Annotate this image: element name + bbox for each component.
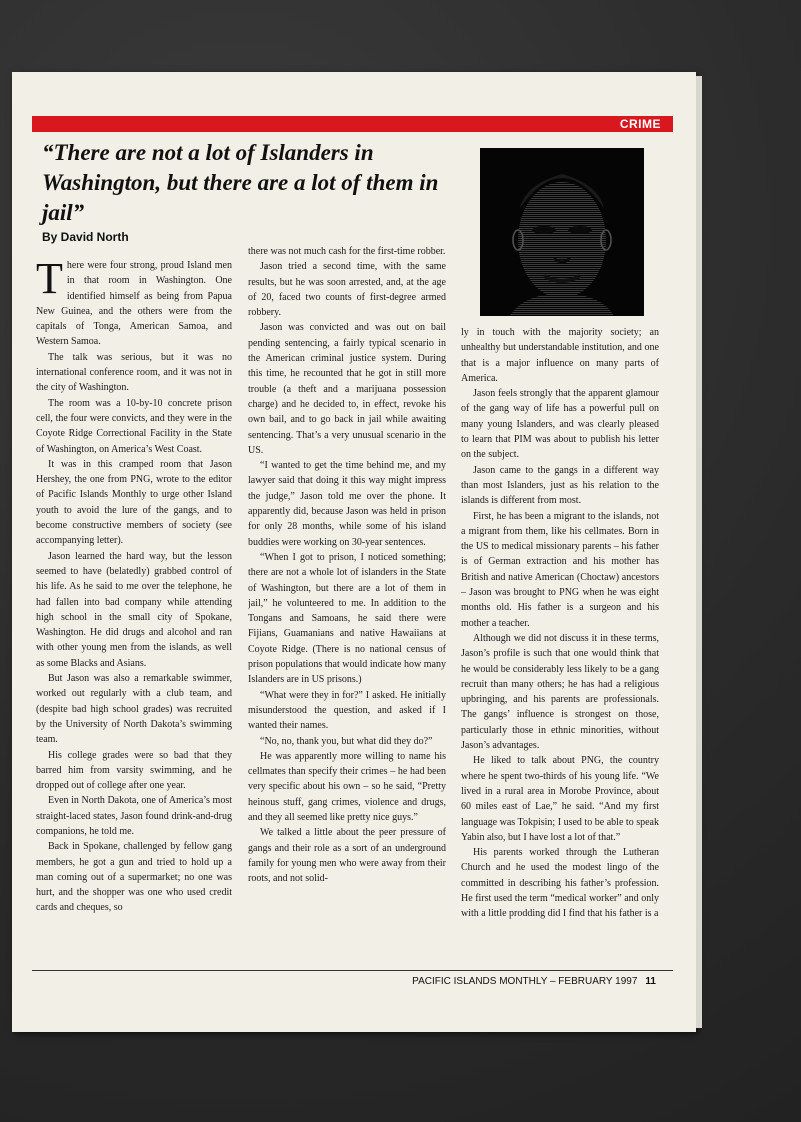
footer-rule: [32, 970, 673, 971]
paragraph: Jason feels strongly that the apparent glamour of the gang way of life has a powerful pull on many young Islanders, and was clearly pleased to learn that PIM was about to publish his letter on the subject.: [461, 388, 659, 461]
paragraph: The room was a 10-by-10 concrete prison cell, the four were convicts, and they were in the Coyote Ridge Correctional Facility in the State of Washington, on America’s West Coast.: [36, 397, 232, 455]
paragraph: Although we did not discuss it in these terms, Jason’s profile is such that one would think that he would be considerably less likely to be a gang recruit than many others; he has had a religious upbringing, and his parents are professionals. The gangs’ influence is strongest on those, particularly those in ethnic minorities, without Jason’s advantages.: [461, 632, 659, 752]
page-footer: [412, 976, 656, 987]
paragraph: “When I got to prison, I noticed something; there are not a whole lot of islanders in the State of Washington, but there are a lot of them in jail,” he volunteered to me. In addition to the Tongans and Samoans, he said there were Fijians, Guamanians and native Hawaiians at Coyote Ridge. (There is no national census of prison populations that would indicate how many Islanders are in US prisons.): [248, 551, 446, 686]
page-edge: [696, 76, 702, 1028]
section-label: CRIME: [619, 117, 661, 131]
paragraph: He was apparently more willing to name his cellmates than specify their crimes – he had been very specific about his own – so he said, “Pretty heinous stuff, gang crimes, violence and drugs, and they all seemed like pretty nice guys.”: [248, 750, 446, 823]
publication-line: PACIFIC ISLANDS MONTHLY – FEBRUARY 1997: [412, 976, 638, 987]
paragraph: Jason came to the gangs in a different way than most Islanders, just as his relation to the islands is different from most.: [461, 464, 659, 507]
article-column-1: [36, 258, 232, 970]
paragraph: His college grades were so bad that they barred him from varsity swimming, and he dropped out of college after one year.: [36, 749, 232, 792]
paragraph: Jason was convicted and was out on bail pending sentencing, a fairly typical scenario in the American criminal justice system. During this time, he recounted that he got in still more trouble (a theft and a marijuana possession charge) and he decided to, in effect, revoke his own bail, and to go back in jail while awaiting sentencing. That’s a very unusual scenario in the US.: [248, 322, 446, 456]
paragraph: It was in this cramped room that Jason Hershey, the one from PNG, wrote to the editor of Pacific Islands Monthly to urge other Island youth to avoid the lure of the gangs, and to become constructive members of society (see accompanying letter).: [36, 458, 232, 547]
portrait-illustration: [480, 148, 644, 316]
paragraph: Jason tried a second time, with the same results, but he was soon arrested, and, at the age of 20, faced two counts of first-degree armed robbery.: [248, 261, 446, 319]
paragraph: Even in North Dakota, one of America’s most straight-laced states, Jason found drink-and-drug companions, he told me.: [36, 795, 232, 837]
paragraph: “No, no, thank you, but what did they do?”: [260, 735, 433, 747]
article-column-2: [248, 244, 446, 970]
paragraph: Back in Spokane, challenged by fellow gang members, he got a gun and tried to hold up a man coming out of a supermarket; no one was hurt, and the shopper was one who used credit cards and cheques, so: [36, 841, 232, 914]
page-number: 11: [645, 976, 656, 987]
paragraph: Jason learned the hard way, but the lesson seemed to have (belatedly) grabbed control of his life. As he said to me over the telephone, he had fallen into bad company while attending high school in the small city of Spokane, Washington. He did drugs and alcohol and ran with other young men from the islands, as well as some Blacks and Asians.: [36, 550, 232, 669]
paragraph: The talk was serious, but it was no international conference room, and it was not in the city of Washington.: [36, 351, 232, 394]
magazine-page: [12, 72, 696, 1032]
paragraph: “I wanted to get the time behind me, and my lawyer said that doing it this way might impress the judge,” Jason told me over the phone. It apparently did, because Jason was held in prison for only 28 months, while some of his island buddies were working on 30-year sentences.: [248, 460, 446, 548]
paragraph: there was not much cash for the first-time robber.: [248, 246, 446, 257]
paragraph: “What were they in for?” I asked. He initially misunderstood the question, and asked if I wanted their names.: [248, 689, 446, 732]
paragraph: He liked to talk about PNG, the country where he spent two-thirds of his young life. “We lived in a rural area in Morobe Province, about 60 miles east of Lae,” he said. “And my first language was Tokpisin; I used to be able to speak Yabin also, but I have lost a lot of that.”: [461, 755, 659, 843]
paragraph: But Jason was also a remarkable swimmer, worked out regularly with a club team, and (despite bad high school grades) was recruited by the University of North Dakota’s swimming team.: [36, 673, 232, 746]
section-bar: [32, 116, 673, 132]
article-headline: “There are not a lot of Islanders in Washington, but there are a lot of them in jail”: [42, 140, 439, 225]
paragraph: We talked a little about the peer pressure of gangs and their role as a sort of an underground family for young men who were away from their roots, and not solid-: [248, 827, 446, 885]
article-byline: By David North: [42, 230, 129, 244]
article-column-3: [461, 325, 659, 970]
paragraph: First, he has been a migrant to the islands, not a migrant from them, like his cellmates. Born in the US to medical missionary parents – his father is of German extraction and his mother has British and native American (Choctaw) ancestors – Jason was brought to PNG when he was eight months old. His father is a surgeon and his mother a teacher.: [461, 510, 659, 629]
paragraph: ly in touch with the majority society; an unhealthy but understandable institution, and one that is a major influence on many parts of America.: [461, 327, 659, 384]
drop-cap: T: [36, 258, 63, 303]
paragraph: His parents worked through the Lutheran Church and he used the modest lingo of the committed in describing his father’s profession. He first used the term “medical worker” and only with a little prodding did I find that his father is a: [461, 847, 659, 920]
face-illustration-icon: [480, 148, 644, 316]
paragraph: There were four strong, proud Island men in that room in Washington. One identified himself as being from Papua New Guinea, and the others were from the capitals of Tonga, American Samoa, and Western Samoa.: [36, 258, 232, 348]
